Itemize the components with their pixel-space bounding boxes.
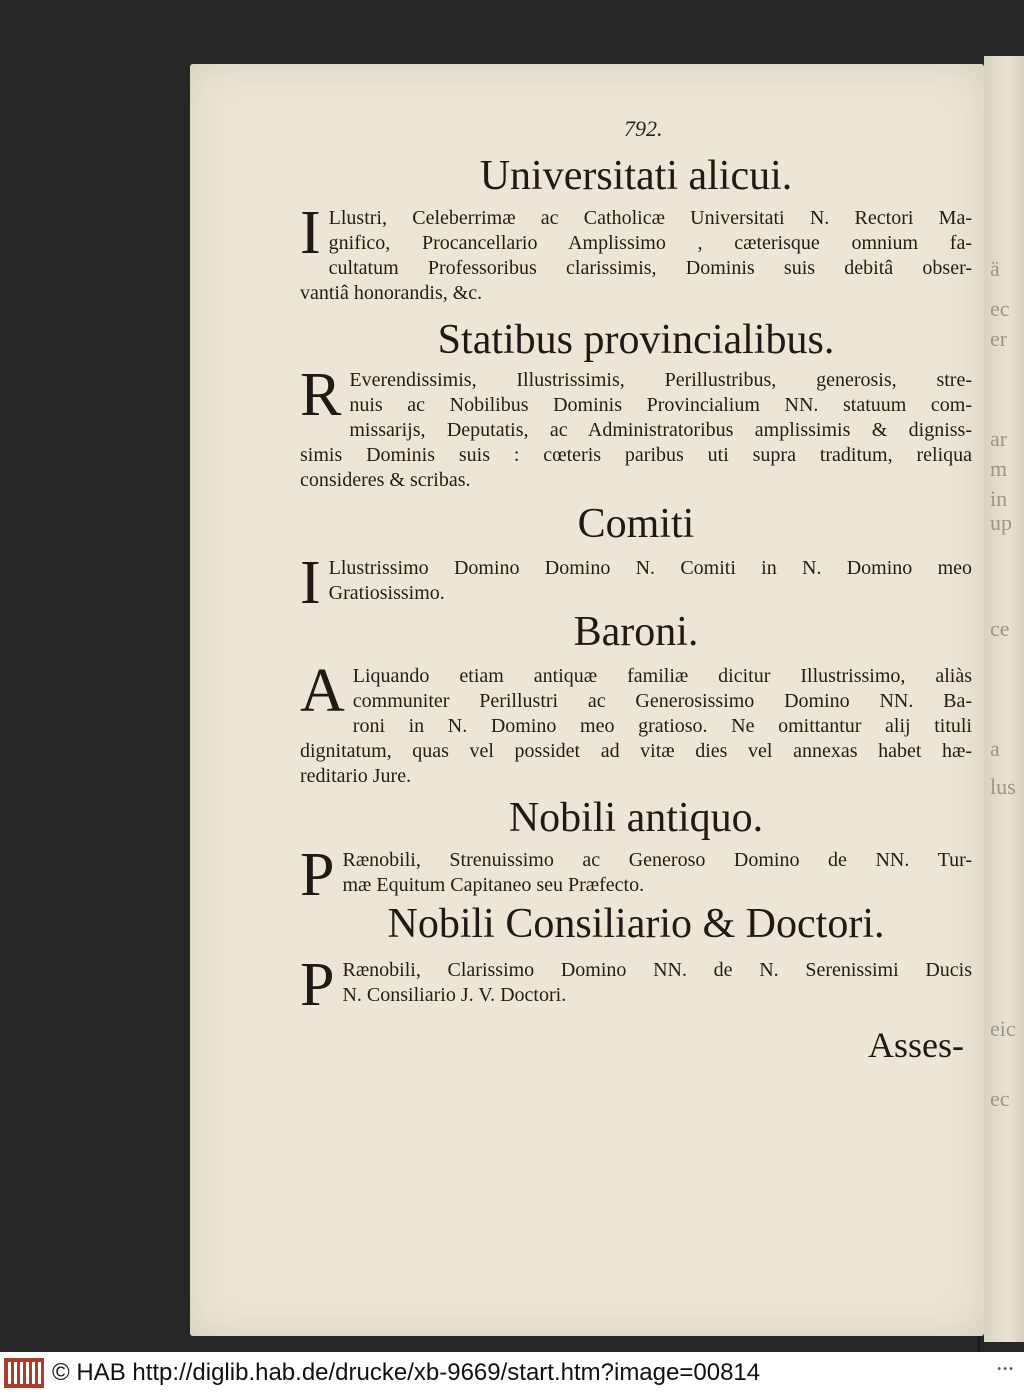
page-number: 792. [624,116,663,141]
text-line: N. Consiliario J. V. Doctori. [342,984,567,1006]
heading-comiti: Comiti [577,501,695,547]
heading-statibus: Statibus provincialibus. [437,317,835,363]
text-line: reditario Jure. [300,765,412,787]
text-line: vantiâ honorandis, &c. [300,282,483,304]
text-line: gnifico, Procancellario Amplissimo , cæterisque omnium fa- [328,232,972,254]
paragraph-baroni [300,657,972,789]
text-line: cultatum Professoribus clarissimis, Dominis suis debitâ obser- [328,257,972,279]
drop-initial: I [300,199,321,267]
drop-initial: P [300,841,335,909]
text-line: simis Dominis suis : cœteris paribus uti supra traditum, reliqua [300,444,972,466]
text-line: roni in N. Domino meo gratioso. Ne omittantur alij tituli [352,715,972,737]
text-line: Llustrissimo Domino Domino N. Comiti in N. Domino meo [328,557,972,579]
drop-initial: A [300,657,345,725]
text-line: Gratiosissimo. [328,582,445,604]
text-line: Rænobili, Strenuissimo ac Generoso Domino de NN. Tur- [342,849,972,871]
paragraph-comiti [300,549,972,617]
hab-logo-icon [4,1358,44,1388]
heading-universitati: Universitati alicui. [479,153,793,199]
text-line: communiter Perillustri ac Generosissimo Domino NN. Ba- [352,690,972,712]
text-line: consideres & scribas. [300,469,471,491]
text-line: Everendissimis, Illustrissimis, Perillustribus, generosis, stre- [349,369,972,391]
paragraph-nobili-consiliario [300,951,972,1019]
heading-baroni: Baroni. [573,609,699,655]
footer-bar [0,1352,1024,1394]
drop-initial: R [300,361,342,429]
heading-nobili-antiquo: Nobili antiquo. [508,795,764,841]
text-line: dignitatum, quas vel possidet ad vitæ dies vel annexas habet hæ- [300,740,972,762]
paragraph-statibus [300,361,972,493]
text-line: nuis ac Nobilibus Dominis Provincialium NN. statuum com- [349,394,972,416]
text-line: missarijs, Deputatis, ac Administratoribus amplissimis & digniss- [349,419,972,441]
footer-url-text: © HAB http://diglib.hab.de/drucke/xb-9669/start.htm?image=00814 [52,1359,761,1386]
footer-dots-icon: ••• [996,1364,1014,1375]
paragraph-nobili-antiquo [300,841,972,909]
heading-nobili-consiliario: Nobili Consiliario & Doctori. [387,901,885,947]
adjacent-page-strip: ä ec er ar m in up ce a lus eic ec [984,56,1024,1342]
drop-initial: P [300,951,335,1019]
drop-initial: I [300,549,321,617]
text-line: Liquando etiam antiquæ familiæ dicitur Illustrissimo, aliàs [352,665,972,687]
catchword: Asses- [868,1025,964,1065]
text-line: Rænobili, Clarissimo Domino NN. de N. Serenissimi Ducis [342,959,972,981]
text-line: mæ Equitum Capitaneo seu Præfecto. [342,874,645,896]
paragraph-universitati [300,199,972,306]
text-line: Llustri, Celeberrimæ ac Catholicæ Universitati N. Rectori Ma- [328,207,972,229]
